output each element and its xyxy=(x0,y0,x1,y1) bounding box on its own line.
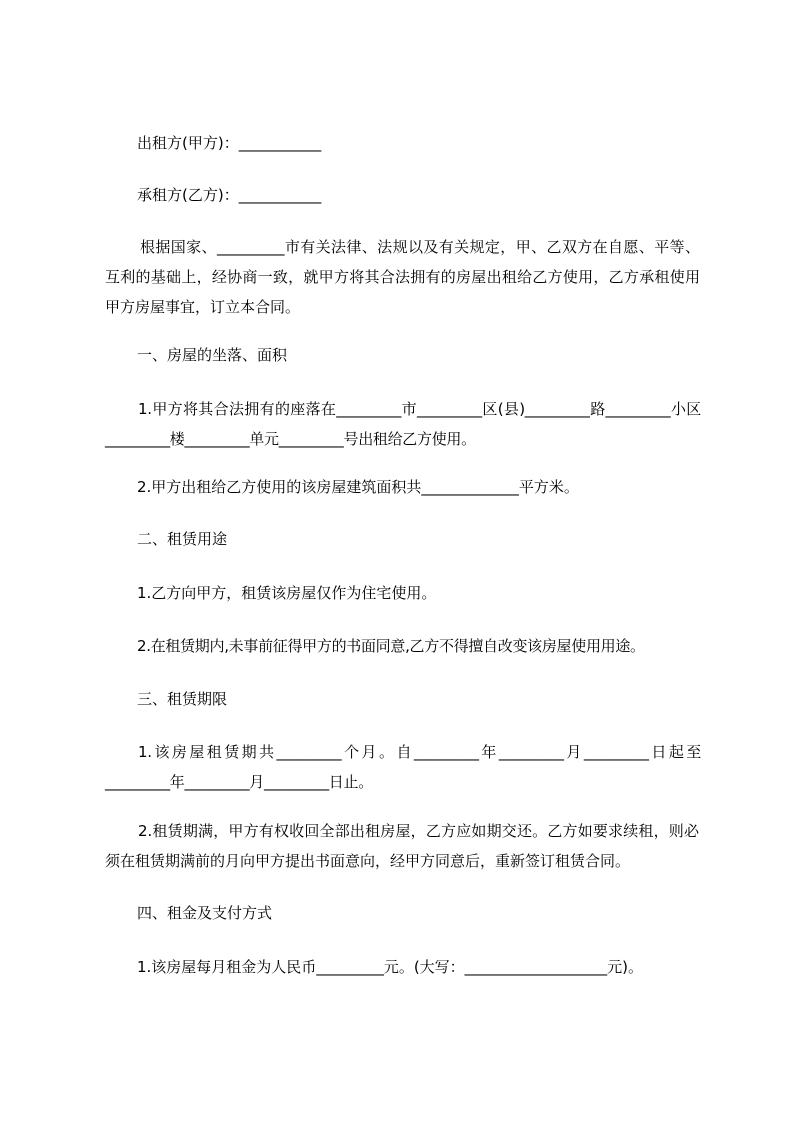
clause-rent-1: 1.该房屋每月租金为人民币_________元。(大写：___________________元)。 xyxy=(137,958,644,976)
section-heading-rent: 四、租金及支付方式 xyxy=(137,904,273,922)
section-heading-term: 三、租赁期限 xyxy=(137,690,228,708)
clause-usage-1: 1.乙方向甲方，租赁该房屋仅作为住宅使用。 xyxy=(137,584,437,602)
clause-term-2: 2.租赁期满，甲方有权收回全部出租房屋，乙方应如期交还。乙方如要求续租，则必须在租赁期满前的月向甲方提出书面意向，经甲方同意后，重新签订租赁合同。 xyxy=(105,822,699,870)
section-heading-location: 一、房屋的坐落、面积 xyxy=(137,346,288,364)
clause-location-1: 1.甲方将其合法拥有的座落在_________市_________区(县)_________路_________小区_________楼_________单元_________号出租给乙方使用。 xyxy=(105,400,701,448)
intro-paragraph: 根据国家、_________市有关法律、法规以及有关规定，甲、乙双方在自愿、平等、互利的基础上，经协商一致，就甲方将其合法拥有的房屋出租给乙方使用，乙方承租使用甲方房屋事宜，订立本合同。 xyxy=(105,238,700,316)
clause-usage-2: 2.在租赁期内,未事前征得甲方的书面同意,乙方不得擅自改变该房屋使用用途。 xyxy=(137,637,645,655)
section-heading-usage: 二、租赁用途 xyxy=(137,530,228,548)
clause-term-1: 1.该房屋租赁期共_________个月。自_________年_________月_________日起至_________年_________月_________日止。 xyxy=(105,743,701,791)
lessee-line: 承租方(乙方)：___________ xyxy=(137,186,322,204)
clause-location-2: 2.甲方出租给乙方使用的该房屋建筑面积共_____________平方米。 xyxy=(137,478,579,496)
lessor-line: 出租方(甲方)：___________ xyxy=(137,134,322,152)
